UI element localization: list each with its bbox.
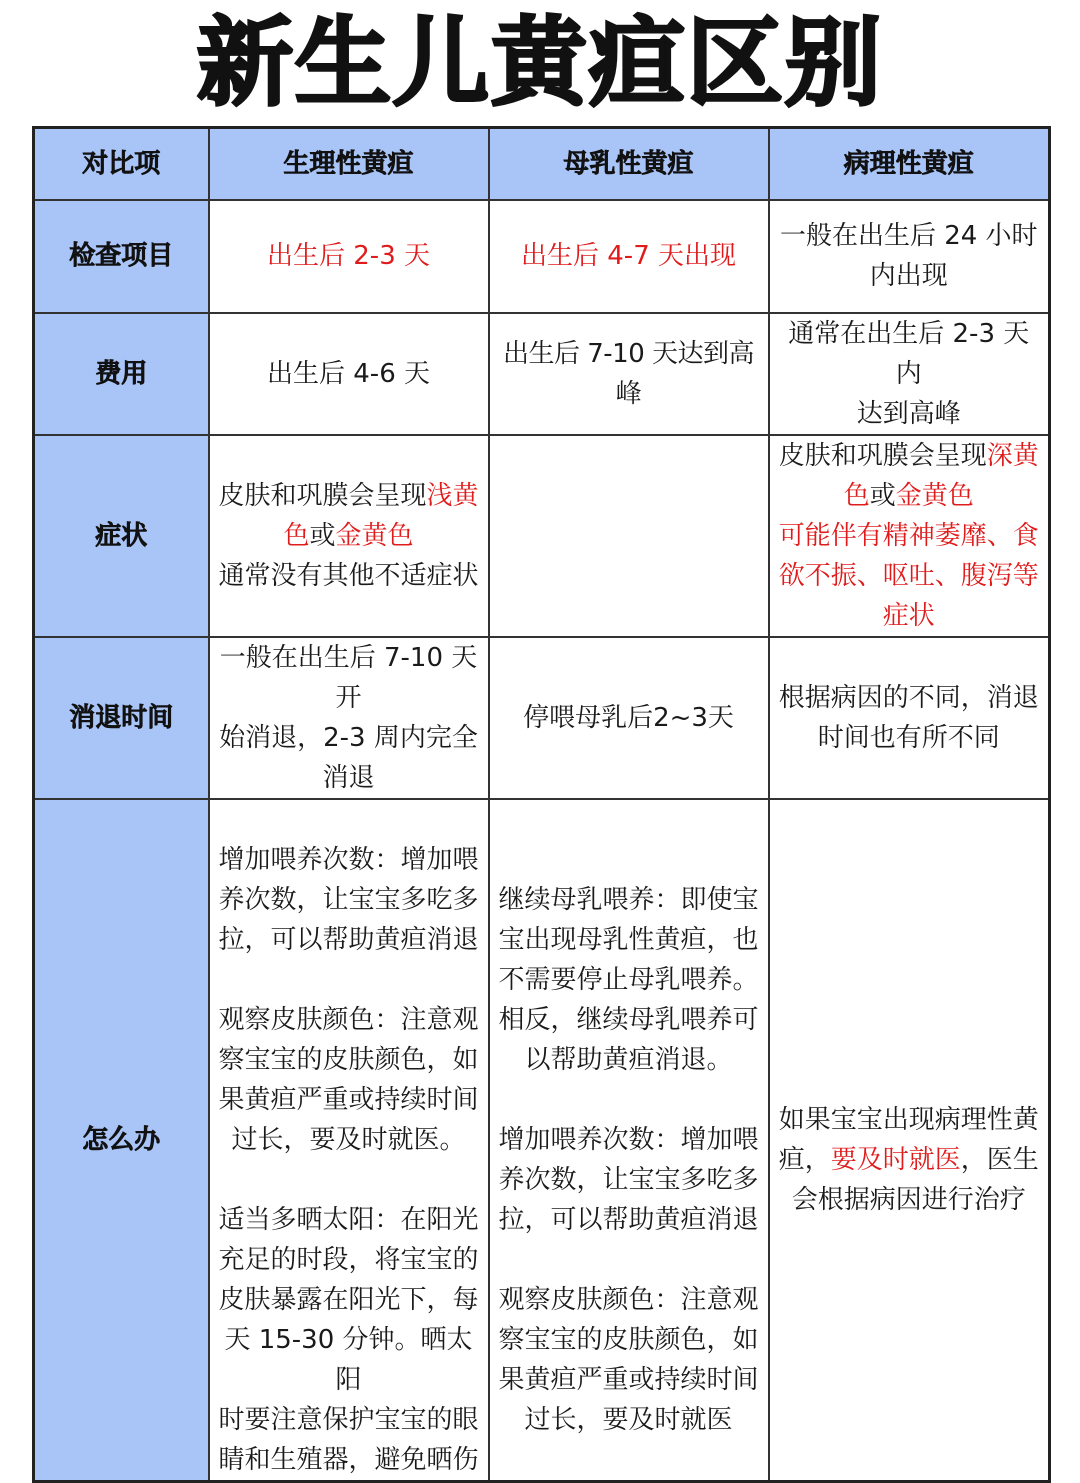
cell-breastmilk: 出生后 7-10 天达到高峰 (489, 313, 769, 435)
cell-breastmilk (489, 435, 769, 637)
advice-paragraph: 继续母乳喂养：即使宝 宝出现母乳性黄疸，也 不需要停止母乳喂养。 相反，继续母乳喂养可 以帮助黄疸消退。 (498, 884, 759, 1075)
table-row (34, 799, 1050, 1482)
advice-paragraph: 观察皮肤颜色：注意观 察宝宝的皮肤颜色，如 果黄疸严重或持续时间 过长，要及时就医 (498, 1284, 759, 1435)
cell-physiological: 出生后 4-6 天 (209, 313, 489, 435)
page-title: 新生儿黄疸区别 (197, 7, 883, 119)
table-row (34, 435, 1050, 637)
row-label: 费用 (34, 313, 209, 435)
comparison-table (32, 126, 1051, 1483)
cell-breastmilk: 停喂母乳后2~3天 (489, 637, 769, 799)
table-row (34, 637, 1050, 799)
advice-paragraph: 增加喂养次数：增加喂 养次数，让宝宝多吃多 拉，可以帮助黄疸消退 (498, 1124, 759, 1235)
advice-paragraph: 增加喂养次数：增加喂 养次数，让宝宝多吃多 拉，可以帮助黄疸消退 (218, 844, 479, 955)
cell-physiological: 一般在出生后 7-10 天开 始消退，2-3 周内完全 消退 (209, 637, 489, 799)
cell-physiological: 皮肤和巩膜会呈现浅黄 色或金黄色 通常没有其他不适症状 (209, 435, 489, 637)
cell-pathological: 皮肤和巩膜会呈现深黄 色或金黄色 可能伴有精神萎靡、食 欲不振、呕吐、腹泻等 症状 (769, 435, 1050, 637)
advice-paragraph: 适当多晒太阳：在阳光 充足的时段，将宝宝的 皮肤暴露在阳光下，每 天 15-30 分钟。晒太阳 时要注意保护宝宝的眼 睛和生殖器，避免晒伤 (218, 1204, 479, 1475)
row-label: 消退时间 (34, 637, 209, 799)
row-label: 检查项目 (34, 200, 209, 313)
cell-physiological: 出生后 2-3 天 (209, 200, 489, 313)
advice-paragraph: 观察皮肤颜色：注意观 察宝宝的皮肤颜色，如 果黄疸严重或持续时间 过长，要及时就医。 (218, 1004, 479, 1155)
table-row (34, 200, 1050, 313)
row-label: 症状 (34, 435, 209, 637)
row-label: 怎么办 (34, 799, 209, 1482)
cell-physiological (209, 799, 489, 1482)
cell-breastmilk: 出生后 4-7 天出现 (489, 200, 769, 313)
header-compare-item: 对比项 (34, 128, 209, 200)
cell-pathological: 通常在出生后 2-3 天内 达到高峰 (769, 313, 1050, 435)
table-header-row (34, 128, 1050, 200)
cell-pathological: 如果宝宝出现病理性黄 疸，要及时就医，医生 会根据病因进行治疗 (769, 799, 1050, 1482)
cell-pathological: 一般在出生后 24 小时 内出现 (769, 200, 1050, 313)
header-physiological: 生理性黄疸 (209, 128, 489, 200)
cell-breastmilk (489, 799, 769, 1482)
header-breastmilk: 母乳性黄疸 (489, 128, 769, 200)
header-pathological: 病理性黄疸 (769, 128, 1050, 200)
table-row (34, 313, 1050, 435)
cell-pathological: 根据病因的不同，消退 时间也有所不同 (769, 637, 1050, 799)
